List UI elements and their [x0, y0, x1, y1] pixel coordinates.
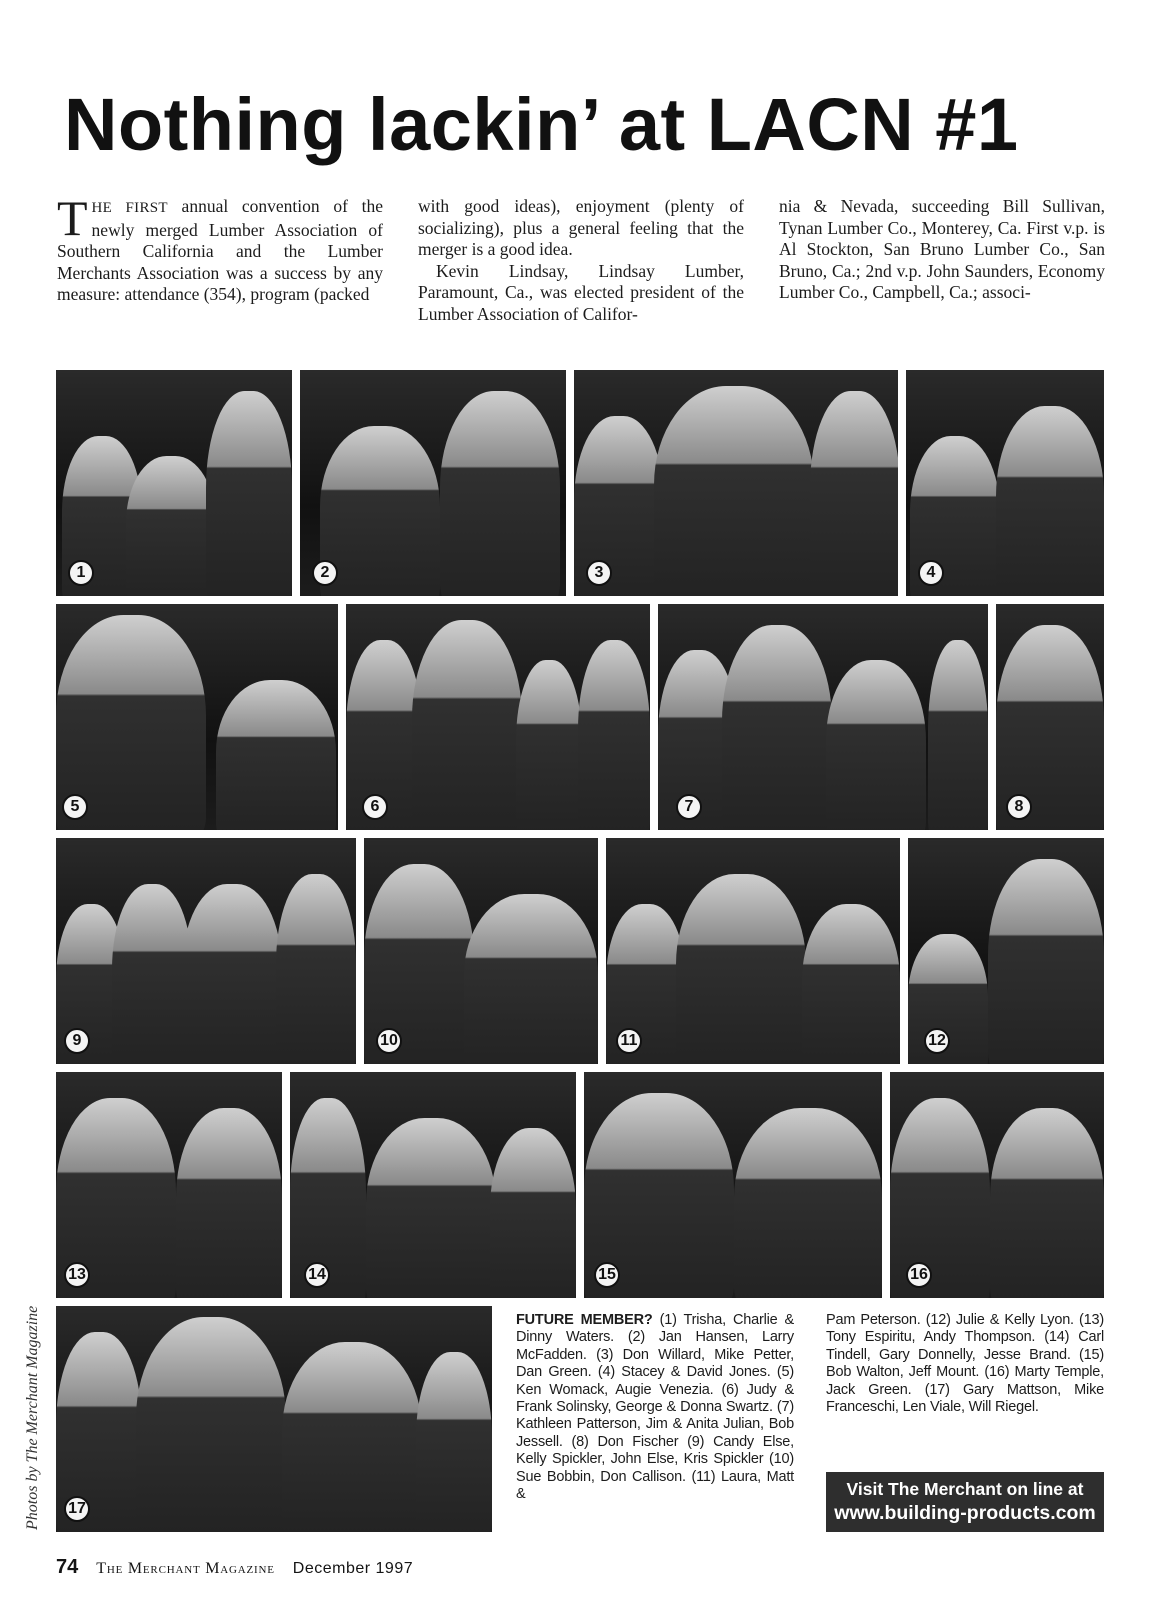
- photo-number: 5: [62, 794, 88, 820]
- intro-text-3: nia & Nevada, succeeding Bill Sullivan, Tynan Lumber Co., Monterey, Ca. First v.p. is Al Stockton, San Bruno Lumber Co., San Bruno, Ca.; 2nd v.p. John Saunders, Economy Lumber Co., Campbell, Ca.; associ-: [779, 196, 1105, 302]
- photo-9: [56, 838, 356, 1064]
- caption-text-1: (1) Trisha, Charlie & Dinny Waters. (2) Jan Hansen, Larry McFadden. (3) Don Willard, Mike Petter, Dan Green. (4) Stacey & David Jones. (5) Ken Womack, Augie Venezia. (6) Judy & Frank Solinsky, George & Donna Swartz. (7) Kathleen Patterson, Jim & Anita Julian, Bob Jessell. (8) Don Fischer (9) Candy Else, Kelly Spickler, John Else, Kris Spickler (10) Sue Bobbin, Don Callison. (11) Laura, Matt &: [516, 1312, 794, 1503]
- headline: Nothing lackin’ at LACN #1: [64, 83, 1019, 166]
- photo-number: 9: [64, 1028, 90, 1054]
- page-footer: [56, 1556, 413, 1584]
- drop-cap: T: [57, 190, 88, 246]
- caption-column-1: [516, 1312, 794, 1503]
- intro-column-2: [418, 196, 744, 325]
- intro-column-1: [57, 190, 383, 306]
- intro-text-1: annual convention of the newly merged Lumber Association of Southern California and the Lumber Merchants Association was a success by any measure: attendance (354), program (packed: [57, 196, 383, 304]
- photo-12: [908, 838, 1104, 1064]
- photo-1: [56, 370, 292, 596]
- photo-number: 11: [616, 1028, 642, 1054]
- photo-16: [890, 1072, 1104, 1298]
- lead-caps: HE FIRST: [91, 200, 168, 216]
- photo-number: 6: [362, 794, 388, 820]
- photo-2: [300, 370, 566, 596]
- issue-date: December 1997: [292, 1560, 414, 1577]
- photo-number: 12: [924, 1028, 950, 1054]
- photo-17: [56, 1306, 492, 1532]
- photo-14: [290, 1072, 576, 1298]
- intro-column-3: [779, 196, 1105, 304]
- page-number: 74: [56, 1556, 79, 1578]
- intro-text-2: with good ideas), enjoyment (plenty of socializing), plus a general feeling that the merger is a good idea.: [418, 196, 744, 259]
- photo-number: 8: [1006, 794, 1032, 820]
- photo-number: 17: [64, 1496, 90, 1522]
- promo-line-1: Visit The Merchant on line at: [846, 1479, 1084, 1499]
- photo-7: [658, 604, 988, 830]
- website-promo-box: [826, 1472, 1104, 1532]
- photo-number: 7: [676, 794, 702, 820]
- photo-11: [606, 838, 900, 1064]
- photo-number: 15: [594, 1262, 620, 1288]
- photo-6: [346, 604, 650, 830]
- photo-number: 16: [906, 1262, 932, 1288]
- photo-number: 14: [304, 1262, 330, 1288]
- photo-13: [56, 1072, 282, 1298]
- photo-8: [996, 604, 1104, 830]
- photo-10: [364, 838, 598, 1064]
- caption-column-2: [826, 1312, 1104, 1416]
- photo-number: 2: [312, 560, 338, 586]
- photo-15: [584, 1072, 882, 1298]
- caption-lead: FUTURE MEMBER?: [516, 1312, 653, 1328]
- website-url[interactable]: www.building-products.com: [834, 1502, 1096, 1524]
- photo-credit: Photos by The Merchant Magazine: [24, 1305, 41, 1530]
- photo-number: 3: [586, 560, 612, 586]
- photo-4: [906, 370, 1104, 596]
- caption-text-2: Pam Peterson. (12) Julie & Kelly Lyon. (13) Tony Espiritu, Andy Thompson. (14) Carl Tindell, Gary Donnelly, Jesse Brand. (15) Bob Walton, Jeff Mount. (16) Marty Temple, Jack Green. (17) Gary Mattson, Mike Franceschi, Len Viale, Will Riegel.: [826, 1312, 1104, 1416]
- photo-5: [56, 604, 338, 830]
- photo-number: 1: [68, 560, 94, 586]
- photo-number: 10: [376, 1028, 402, 1054]
- photo-number: 4: [918, 560, 944, 586]
- magazine-name: The Merchant Magazine: [96, 1560, 275, 1577]
- photo-number: 13: [64, 1262, 90, 1288]
- photo-3: [574, 370, 898, 596]
- intro-text-2b: Kevin Lindsay, Lindsay Lumber, Paramount, Ca., was elected president of the Lumber Association of Califor-: [418, 260, 744, 324]
